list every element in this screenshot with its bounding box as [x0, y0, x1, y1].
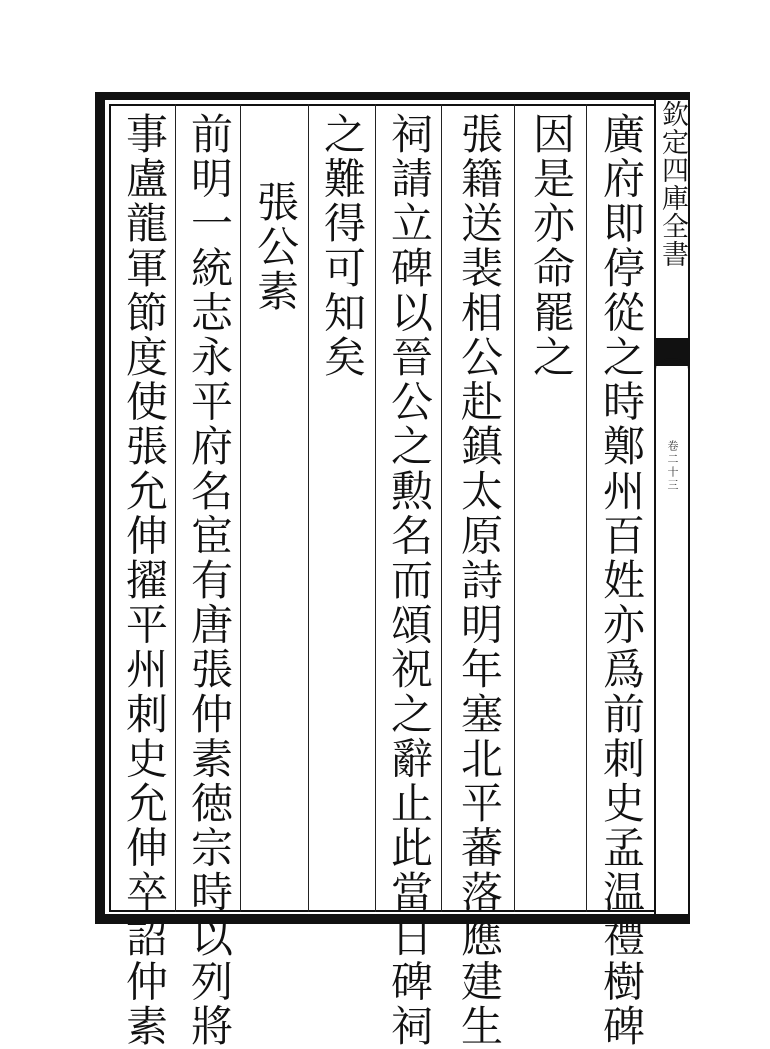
- folio-label: 卷二十三: [666, 440, 679, 492]
- column-rule: [240, 104, 241, 912]
- text-column-5: 之難得可知矣: [318, 112, 367, 380]
- column-rule: [586, 104, 587, 912]
- column-rule: [175, 104, 176, 912]
- fish-tail-curve: [656, 358, 688, 380]
- column-rule: [308, 104, 309, 912]
- text-column-1: 廣府即停從之時鄭州百姓亦爲前刺史孟温禮樹碑: [597, 112, 646, 1049]
- entry-heading: 張公素: [251, 180, 300, 314]
- frame-inner-left-rule: [109, 104, 111, 912]
- column-rule: [441, 104, 442, 912]
- column-rule: [514, 104, 515, 912]
- text-column-2: 因是亦命罷之: [527, 112, 576, 380]
- gutter-right-rule: [688, 92, 690, 924]
- column-rule: [375, 104, 376, 912]
- book-title: 欽定四庫全書: [657, 100, 688, 268]
- text-column-6: 前明一統志永平府名宦有唐張仲素徳宗時以列將: [185, 112, 234, 1049]
- text-column-3: 張籍送裴相公赴鎮太原詩明年塞北平蕃落應建生: [455, 112, 504, 1049]
- text-column-7: 事盧龍軍節度使張允伸擢平州刺史允伸卒詔仲素: [120, 112, 169, 1049]
- text-column-4: 祠請立碑以晉公之勲名而頌祝之辭止此當日碑祠: [385, 112, 434, 1049]
- frame-inner-top-rule: [109, 104, 654, 106]
